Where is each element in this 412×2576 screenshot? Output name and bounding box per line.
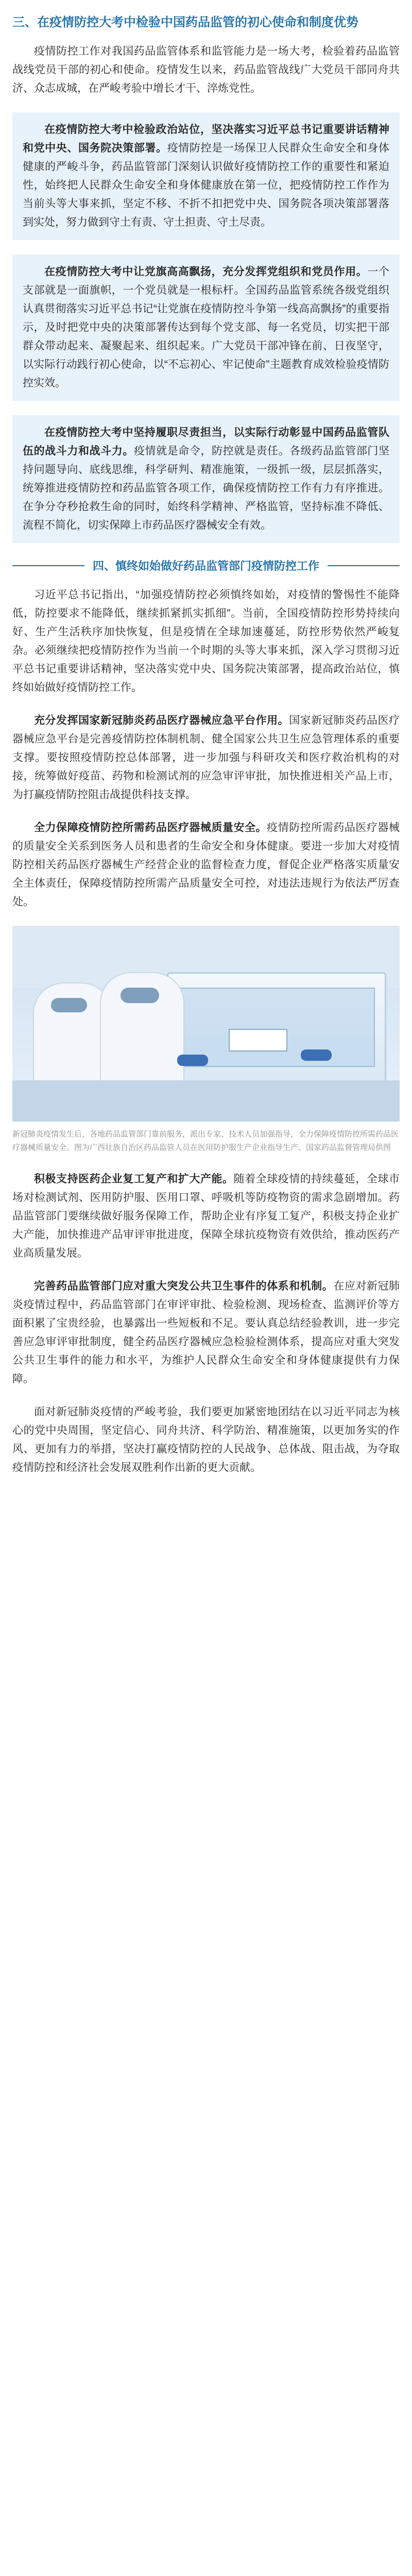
lab-photo bbox=[12, 926, 400, 1122]
paragraph: 习近平总书记指出，“加强疫情防控必须慎终如始，对疫情的警惕性不能降低，防控要求不能降低，继续抓紧抓实抓细”。当前，全国疫情防控形势持续向好、生产生活秩序加快恢复，但是疫情在全球加速蔓延，防控形势依然严峻复杂。必须继续把疫情防控作为当前一个时期的头等大事来抓，深入学习贯彻习近平总书记重要讲话精神，坚决落实党中央、国务院决策部署，提高政治站位，慎终如始做好疫情防控工作。 bbox=[12, 589, 400, 693]
paragraph-body: 一个支部就是一面旗帜，一个党员就是一根标杆。全国药品监管系统各级党组织认真贯彻落实习近平总书记“让党旗在疫情防控斗争第一线高高飘扬”的重要指示，及时把党中央的决策部署传达到每个党支部、每一名党员，切实把干部群众带动起来、凝聚起来、组织起来。广大党员干部冲锋在前、日夜坚守，以实际行动践行初心使命，以“不忘初心、牢记使命”主题教育成效检验疫情防控实效。 bbox=[23, 266, 390, 389]
paragraph-body: 国家新冠肺炎药品医疗器械应急平台是完善疫情防控体制机制、健全国家公共卫生应急管理体系的重要支撑。要按照疫情防控总体部署，进一步加强与科研攻关和医疗救治机构的对接，统筹做好疫苗、药物和检测试剂的应急审评审批，加快推进相关产品上市，为打赢疫情防控阻击战提供科技支撑。 bbox=[12, 715, 400, 801]
paragraph bbox=[23, 263, 389, 393]
paragraph bbox=[12, 819, 400, 911]
divider bbox=[12, 565, 84, 566]
paragraph: 疫情防控工作对我国药品监管体系和监管能力是一场大考，检验着药品监管战线党员干部的初心和使命。疫情发生以来，药品监管战线广大党员干部同舟共济、众志成城，在严峻考验中增长才干、淬炼党性。 bbox=[12, 45, 400, 94]
paragraph bbox=[23, 121, 389, 232]
test-tube-rack bbox=[229, 1029, 287, 1052]
lead-sentence: 在疫情防控大考中检验政治站位，坚决落实习近平总书记重要讲话精神和党中央、国务院决策部署。 bbox=[23, 124, 389, 154]
paragraph bbox=[12, 1170, 400, 1263]
paragraph: 面对新冠肺炎疫情的严峻考验，我们要更加紧密地团结在以习近平同志为核心的党中央周围，坚定信心、同舟共济、科学防治、精准施策，以更加务实的作风、更加有力的举措，坚决打赢疫情防控的人民战争、总体战、阻击战，为夺取疫情防控和经济社会发展双胜利作出新的更大贡献。 bbox=[12, 1406, 400, 1473]
lead-sentence: 积极支持医药企业复工复产和扩大产能。 bbox=[34, 1173, 234, 1185]
lead-sentence: 在疫情防控大考中让党旗高高飘扬，充分发挥党组织和党员作用。 bbox=[44, 266, 368, 278]
lead-sentence: 全力保障疫情防控所需药品医疗器械质量安全。 bbox=[34, 822, 267, 834]
paragraph-body: 疫情就是命令，防控就是责任。各级药品监管部门坚持问题导向、底线思维，科学研判、精准施策，一级抓一级，层层抓落实，统筹推进疫情防控和药品监管各项工作，确保疫情防控工作有力有序推进。在争分夺秒抢救生命的同时，始终科学精神、严格监管，坚持标准不降低、流程不简化，切实保障上市药品医疗器械安全有效。 bbox=[23, 445, 389, 531]
section-title: 三、在疫情防控大考中检验中国药品监管的初心使命和制度优势 bbox=[12, 15, 358, 29]
photo-caption: 新冠肺炎疫情发生后，各地药品监管部门靠前服务，派出专家、技术人员加强指导，全力保障疫情防控所需药品医疗器械质量安全。图为广西壮族自治区药品监管人员在医用防护服生产企业指导生产。国家药品监督管理局供图 bbox=[12, 1130, 399, 1152]
highlight-box bbox=[12, 112, 400, 240]
section-title: 四、慎终如始做好药品监管部门疫情防控工作 bbox=[93, 560, 320, 572]
highlight-box bbox=[12, 255, 400, 401]
face-shield bbox=[51, 998, 87, 1012]
hood-glass bbox=[177, 988, 375, 1067]
section-heading bbox=[12, 557, 400, 573]
face-shield bbox=[121, 988, 159, 1003]
glove bbox=[301, 1049, 332, 1061]
paragraph-body: 在应对新冠肺炎疫情过程中，药品监管部门在审评审批、检验检测、现场检查、监测评价等方面积累了宝贵经验，也暴露出一些短板和不足。要认真总结经验教训，进一步完善应急审评审批制度，健全药品医疗器械应急检验检测体系，提高应对重大突发公共卫生事件的能力和水平，为维护人民群众生命安全和身体健康提供有力保障。 bbox=[12, 1280, 400, 1385]
paragraph-body: 随着全球疫情的持续蔓延，全球市场对检测试剂、医用防护服、医用口罩、呼吸机等防疫物资的需求急剧增加。药品监管部门要继续做好服务保障工作，帮助企业有序复工复产，积极支持企业扩大产能，加快推进产品审评审批进度，保障全球抗疫物资有效供给，推动医药产业高质量发展。 bbox=[12, 1173, 400, 1259]
lab-bench bbox=[12, 1080, 400, 1122]
highlight-box bbox=[12, 415, 400, 543]
paragraph bbox=[23, 423, 389, 535]
paragraph bbox=[12, 711, 400, 804]
lead-sentence: 充分发挥国家新冠肺炎药品医疗器械应急平台作用。 bbox=[34, 715, 289, 726]
lead-sentence: 完善药品监管部门应对重大突发公共卫生事件的体系和机制。 bbox=[34, 1280, 334, 1292]
paragraph-body: 疫情防控是一场保卫人民群众生命安全和身体健康的严峻斗争，药品监管部门深刻认识做好疫情防控工作的重要性和紧迫性，始终把人民群众生命安全和身体健康放在第一位，把疫情防控工作作为当前头等大事来抓，坚定不移、不折不扣把党中央、国务院各项决策部署落到实处，努力做到守土有责、守土担责、守土尽责。 bbox=[23, 142, 389, 228]
paragraph bbox=[12, 1277, 400, 1388]
glove bbox=[177, 1055, 208, 1066]
lead-sentence: 在疫情防控大考中坚持履职尽责担当，以实际行动彰显中国药品监管队伍的战斗力和战斗力。 bbox=[23, 427, 389, 457]
divider bbox=[328, 565, 400, 566]
paragraph-body: 疫情防控所需药品医疗器械的质量安全关系到医务人员和患者的生命安全和身体健康。要进一步加大对疫情防控相关药品医疗器械生产经营企业的监督检查力度，督促企业严格落实质量安全主体责任，保障疫情防控所需产品质量安全可控，对违法违规行为依法严厉查处。 bbox=[12, 822, 400, 908]
